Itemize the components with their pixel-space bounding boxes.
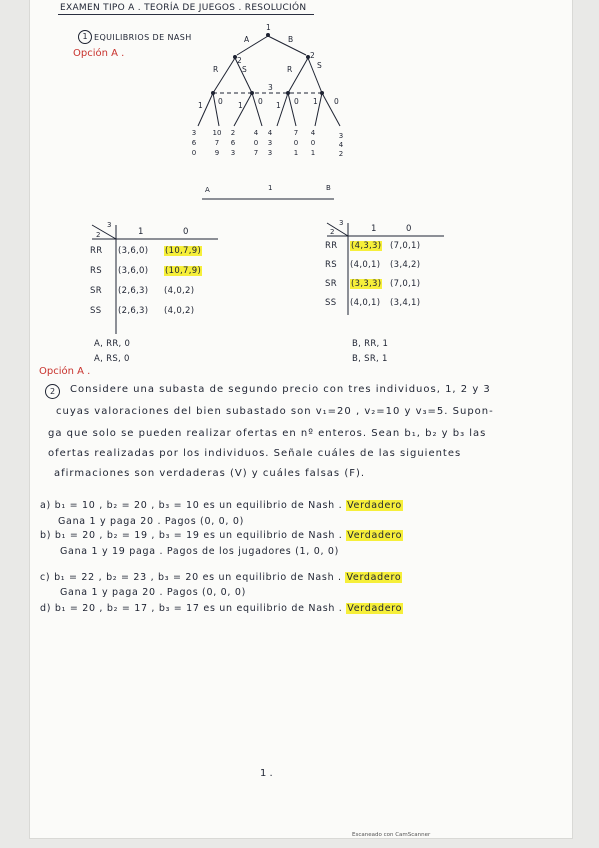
q2-line-2: cuyas valoraciones del bien subastado son v₁=20 , v₂=10 y v₃=5. Supon- bbox=[56, 406, 494, 417]
q1-title: EQUILIBRIOS DE NASH bbox=[94, 33, 192, 42]
payoff-7-p2: 0 bbox=[310, 139, 316, 147]
table-right-cell-0: (3,4,2) bbox=[390, 260, 421, 270]
table-right-col-1: 1 bbox=[371, 224, 377, 234]
statement-b-text: b₁ = 20 , b₂ = 19 , b₃ = 19 es un equilibrio de Nash . bbox=[54, 530, 343, 541]
payoff-3-p3: 3 bbox=[230, 149, 236, 157]
table-left-cell-1: (2,6,3) bbox=[118, 286, 149, 296]
payoff-8-p1: 3 bbox=[338, 132, 344, 140]
payoff-1-p3: 0 bbox=[191, 149, 197, 157]
payoff-1-p2: 6 bbox=[191, 139, 197, 147]
payoff-1-p1: 3 bbox=[191, 129, 197, 137]
tree-move-3-2: 0 bbox=[218, 97, 223, 106]
payoff-3-p2: 6 bbox=[230, 139, 236, 147]
equilibrium-left-2: A, RS, 0 bbox=[94, 354, 130, 364]
statement-d-text: b₁ = 20 , b₂ = 17 , b₃ = 17 es un equilibrio de Nash . bbox=[54, 603, 343, 614]
tree-move-r-left: R bbox=[213, 65, 219, 74]
statement-c-sub: Gana 1 y paga 20 . Pagos (0, 0, 0) bbox=[60, 587, 246, 598]
line-label-a: A bbox=[205, 186, 210, 194]
scanner-footer: Escaneado con CamScanner bbox=[352, 832, 431, 838]
table-right-corner-top: 3 bbox=[339, 219, 344, 227]
table-left-row-label: RS bbox=[90, 266, 102, 276]
table-right-row-label: RS bbox=[325, 260, 337, 270]
payoff-5-p3: 3 bbox=[267, 149, 273, 157]
statement-a-text: b₁ = 10 , b₂ = 20 , b₃ = 10 es un equilibrio de Nash . bbox=[54, 500, 343, 511]
table-right-cell-1: (4,0,1) bbox=[350, 260, 381, 270]
statement-c bbox=[40, 572, 402, 583]
statement-b-sub: Gana 1 y 19 paga . Pagos de los jugadores (1, 0, 0) bbox=[60, 546, 340, 557]
tree-move-b: B bbox=[288, 35, 294, 44]
tree-root-label: 1 bbox=[266, 23, 271, 32]
payoff-7-p1: 4 bbox=[310, 129, 316, 137]
table-left-row-label: RR bbox=[90, 246, 103, 256]
document-title: EXAMEN TIPO A . TEORÍA DE JUEGOS . RESOLUCIÓN bbox=[60, 3, 307, 13]
payoff-2-p2: 7 bbox=[214, 139, 220, 147]
line-label-b: B bbox=[326, 184, 331, 192]
q2-option-label: Opción A . bbox=[39, 366, 91, 377]
equilibrium-right-2: B, SR, 1 bbox=[352, 354, 388, 364]
q2-line-1: Considere una subasta de segundo precio con tres individuos, 1, 2 y 3 bbox=[70, 384, 491, 395]
tree-move-3-8: 0 bbox=[334, 97, 339, 106]
table-right-corner-bottom: 2 bbox=[330, 228, 335, 236]
statement-a-sub: Gana 1 y paga 20 . Pagos (0, 0, 0) bbox=[58, 516, 244, 527]
table-left-cell-0: (4,0,2) bbox=[164, 286, 195, 296]
q2-line-3: ga que solo se pueden realizar ofertas en nº enteros. Sean b₁, b₂ y b₃ las bbox=[48, 428, 487, 439]
statement-a bbox=[40, 500, 403, 511]
document-page bbox=[30, 0, 572, 838]
payoff-6-p2: 0 bbox=[293, 139, 299, 147]
table-right-col-0: 0 bbox=[406, 224, 412, 234]
table-right-cell-1: (4,0,1) bbox=[350, 298, 381, 308]
table-left-corner-top: 3 bbox=[107, 221, 112, 229]
table-left-cell-0: (10,7,9) bbox=[165, 246, 202, 256]
payoff-2-p3: 9 bbox=[214, 149, 220, 157]
tree-move-3-3: 1 bbox=[238, 101, 243, 110]
payoff-4-p1: 4 bbox=[253, 129, 259, 137]
payoff-5-p2: 3 bbox=[267, 139, 273, 147]
q1-number: 1 bbox=[78, 30, 92, 44]
table-right-row-label: RR bbox=[325, 241, 338, 251]
table-right-cell-0: (7,0,1) bbox=[390, 279, 421, 289]
payoff-8-p2: 4 bbox=[338, 141, 344, 149]
statement-d bbox=[40, 603, 403, 614]
statement-c-letter: c) bbox=[40, 572, 51, 583]
table-left-cell-0: (4,0,2) bbox=[164, 306, 195, 316]
table-left-corner-bottom: 2 bbox=[96, 231, 101, 239]
tree-move-3-4: 0 bbox=[258, 97, 263, 106]
tree-move-3-7: 1 bbox=[313, 97, 318, 106]
table-left-cell-0: (10,7,9) bbox=[165, 266, 202, 276]
table-right-cell-0: (7,0,1) bbox=[390, 241, 421, 251]
table-right-row-label: SS bbox=[325, 298, 337, 308]
table-right-cell-1: (3,3,3) bbox=[351, 279, 382, 289]
equilibrium-right-1: B, RR, 1 bbox=[352, 339, 389, 349]
q2-line-5: afirmaciones son verdaderas (V) y cuáles falsas (F). bbox=[54, 468, 366, 479]
q2-line-4: ofertas realizadas por los individuos. Señale cuáles de las siguientes bbox=[48, 448, 462, 459]
tree-move-a: A bbox=[244, 35, 250, 44]
table-right-cell-0: (3,4,1) bbox=[390, 298, 421, 308]
table-right-row-label: SR bbox=[325, 279, 337, 289]
table-left-col-1: 1 bbox=[138, 227, 144, 237]
q2-number: 2 bbox=[45, 384, 60, 399]
page-number: 1 . bbox=[260, 768, 273, 779]
statement-c-verdict: Verdadero bbox=[346, 572, 402, 583]
statement-b-verdict: Verdadero bbox=[347, 530, 403, 541]
tree-node3-label: 3 bbox=[268, 83, 273, 92]
tree-move-s-right: S bbox=[317, 61, 322, 70]
table-left-col-0: 0 bbox=[183, 227, 189, 237]
payoff-4-p2: 0 bbox=[253, 139, 259, 147]
payoff-3-p1: 2 bbox=[230, 129, 236, 137]
statement-b bbox=[40, 530, 403, 541]
table-left-cell-1: (3,6,0) bbox=[118, 266, 149, 276]
line-label-1: 1 bbox=[268, 184, 273, 192]
table-left-cell-1: (2,6,3) bbox=[118, 306, 149, 316]
statement-b-letter: b) bbox=[40, 530, 52, 541]
statement-d-letter: d) bbox=[40, 603, 52, 614]
tree-move-s-left: S bbox=[242, 65, 247, 74]
tree-move-3-1: 1 bbox=[198, 101, 203, 110]
strategy-table-left bbox=[88, 222, 228, 342]
tree-node2-left: 2 bbox=[237, 56, 242, 65]
statement-d-verdict: Verdadero bbox=[347, 603, 403, 614]
table-left-row-label: SS bbox=[90, 306, 102, 316]
statement-a-verdict: Verdadero bbox=[347, 500, 402, 511]
tree-move-3-6: 0 bbox=[294, 97, 299, 106]
payoff-4-p3: 7 bbox=[253, 149, 259, 157]
payoff-5-p1: 4 bbox=[267, 129, 273, 137]
payoff-2-p1: 10 bbox=[212, 129, 222, 137]
strategy-table-right bbox=[324, 220, 464, 340]
table-right-cell-1: (4,3,3) bbox=[351, 241, 382, 251]
table-left-cell-1: (3,6,0) bbox=[118, 246, 149, 256]
q1-option-label: Opción A . bbox=[73, 48, 125, 59]
statement-c-text: b₁ = 22 , b₂ = 23 , b₃ = 20 es un equilibrio de Nash . bbox=[54, 572, 342, 583]
payoff-6-p3: 1 bbox=[293, 149, 299, 157]
equilibrium-left-1: A, RR, 0 bbox=[94, 339, 131, 349]
statement-a-letter: a) bbox=[40, 500, 51, 511]
payoff-8-p3: 2 bbox=[338, 150, 344, 158]
payoff-7-p3: 1 bbox=[310, 149, 316, 157]
tree-node2-right: 2 bbox=[310, 51, 315, 60]
tree-move-3-5: 1 bbox=[276, 101, 281, 110]
payoff-6-p1: 7 bbox=[293, 129, 299, 137]
game-tree bbox=[30, 0, 572, 210]
table-left-row-label: SR bbox=[90, 286, 102, 296]
tree-move-r-right: R bbox=[287, 65, 293, 74]
